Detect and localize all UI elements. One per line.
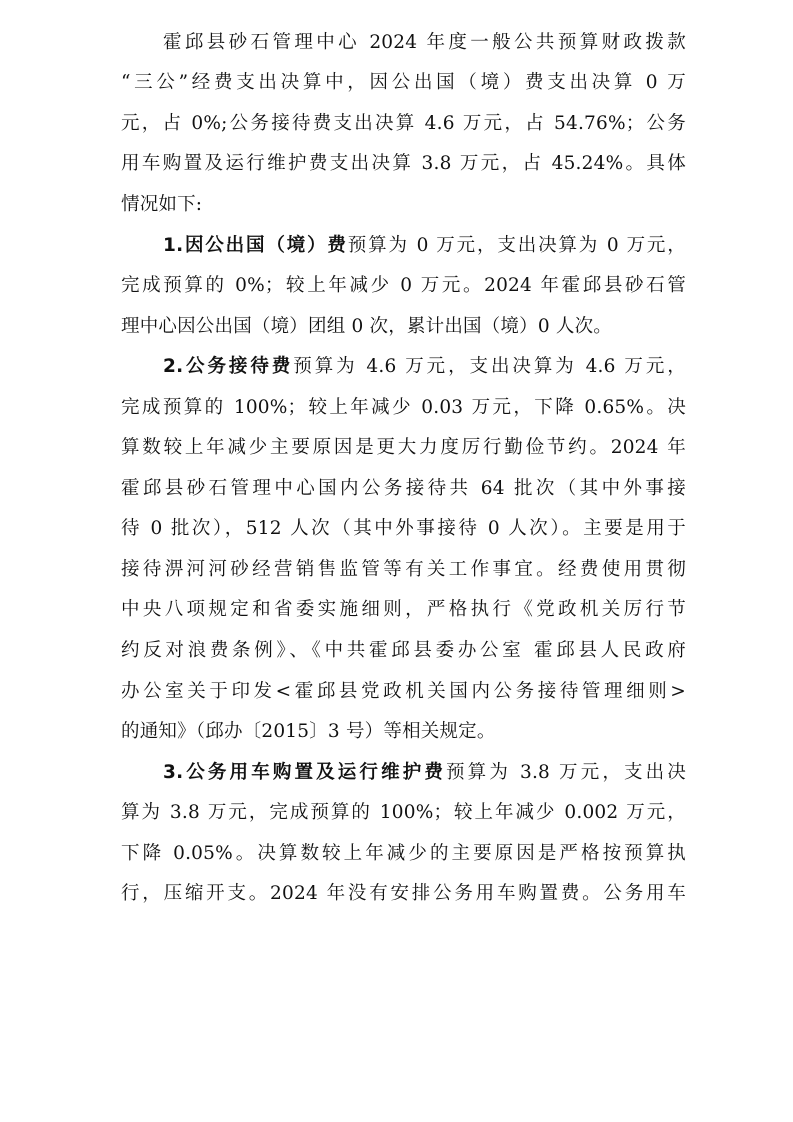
paragraph-3-line-7: 中央八项规定和省委实施细则，严格执行《党政机关厉行节 [121,599,686,620]
paragraph-2-text: 预算为 0 万元，支出决算为 0 万元， [347,235,686,256]
paragraph-1-line-2: “三公”经费支出决算中，因公出国（境）费支出决算 0 万 [121,72,686,93]
paragraph-3-line-5: 待 0 批次），512 人次（其中外事接待 0 人次）。主要是用于 [121,518,686,539]
paragraph-4-line-2: 算为 3.8 万元，完成预算的 100%；较上年减少 0.002 万元， [121,802,686,823]
paragraph-2-line-3: 理中心因公出国（境）团组 0 次，累计出国（境）0 人次。 [121,316,612,337]
paragraph-2-line-1 [163,227,686,265]
paragraph-3-line-6: 接待淠河河砂经营销售监管等有关工作事宜。经费使用贯彻 [121,559,686,580]
paragraph-3-line-9: 办公室关于印发<霍邱县党政机关国内公务接待管理细则> [121,681,686,702]
paragraph-4-line-3: 下降 0.05%。决算数较上年减少的主要原因是严格按预算执 [121,843,686,864]
paragraph-1-line-1: 霍邱县砂石管理中心 2024 年度一般公共预算财政拨款 [163,32,686,53]
section-heading: 1.因公出国（境）费 [163,235,348,256]
paragraph-4-text: 预算为 3.8 万元，支出决 [446,762,686,783]
paragraph-3-line-2: 完成预算的 100%；较上年减少 0.03 万元，下降 0.65%。决 [121,397,686,418]
paragraph-3-line-1 [163,348,686,386]
paragraph-4-line-1 [163,754,686,792]
paragraph-3-line-3: 算数较上年减少主要原因是更大力度厉行勤俭节约。2024 年 [121,437,686,458]
paragraph-4-line-4: 行，压缩开支。2024 年没有安排公务用车购置费。公务用车 [121,883,686,904]
paragraph-3-text: 预算为 4.6 万元，支出决算为 4.6 万元， [293,356,686,377]
paragraph-3-line-4: 霍邱县砂石管理中心国内公务接待共 64 批次（其中外事接 [121,478,686,499]
paragraph-1-line-5: 情况如下: [121,194,203,215]
paragraph-2-line-2: 完成预算的 0%；较上年减少 0 万元。2024 年霍邱县砂石管 [121,275,686,296]
section-heading: 2.公务接待费 [163,356,294,377]
paragraph-1-line-3: 元，占 0%;公务接待费支出决算 4.6 万元，占 54.76%；公务 [121,113,686,134]
paragraph-3-line-8: 约反对浪费条例》、《中共霍邱县委办公室 霍邱县人民政府 [121,640,686,661]
paragraph-3-line-10: 的通知》（邱办〔2015〕3 号）等相关规定。 [121,721,496,742]
section-heading: 3.公务用车购置及运行维护费 [163,762,447,783]
paragraph-1-line-4: 用车购置及运行维护费支出决算 3.8 万元，占 45.24%。具体 [121,153,686,174]
